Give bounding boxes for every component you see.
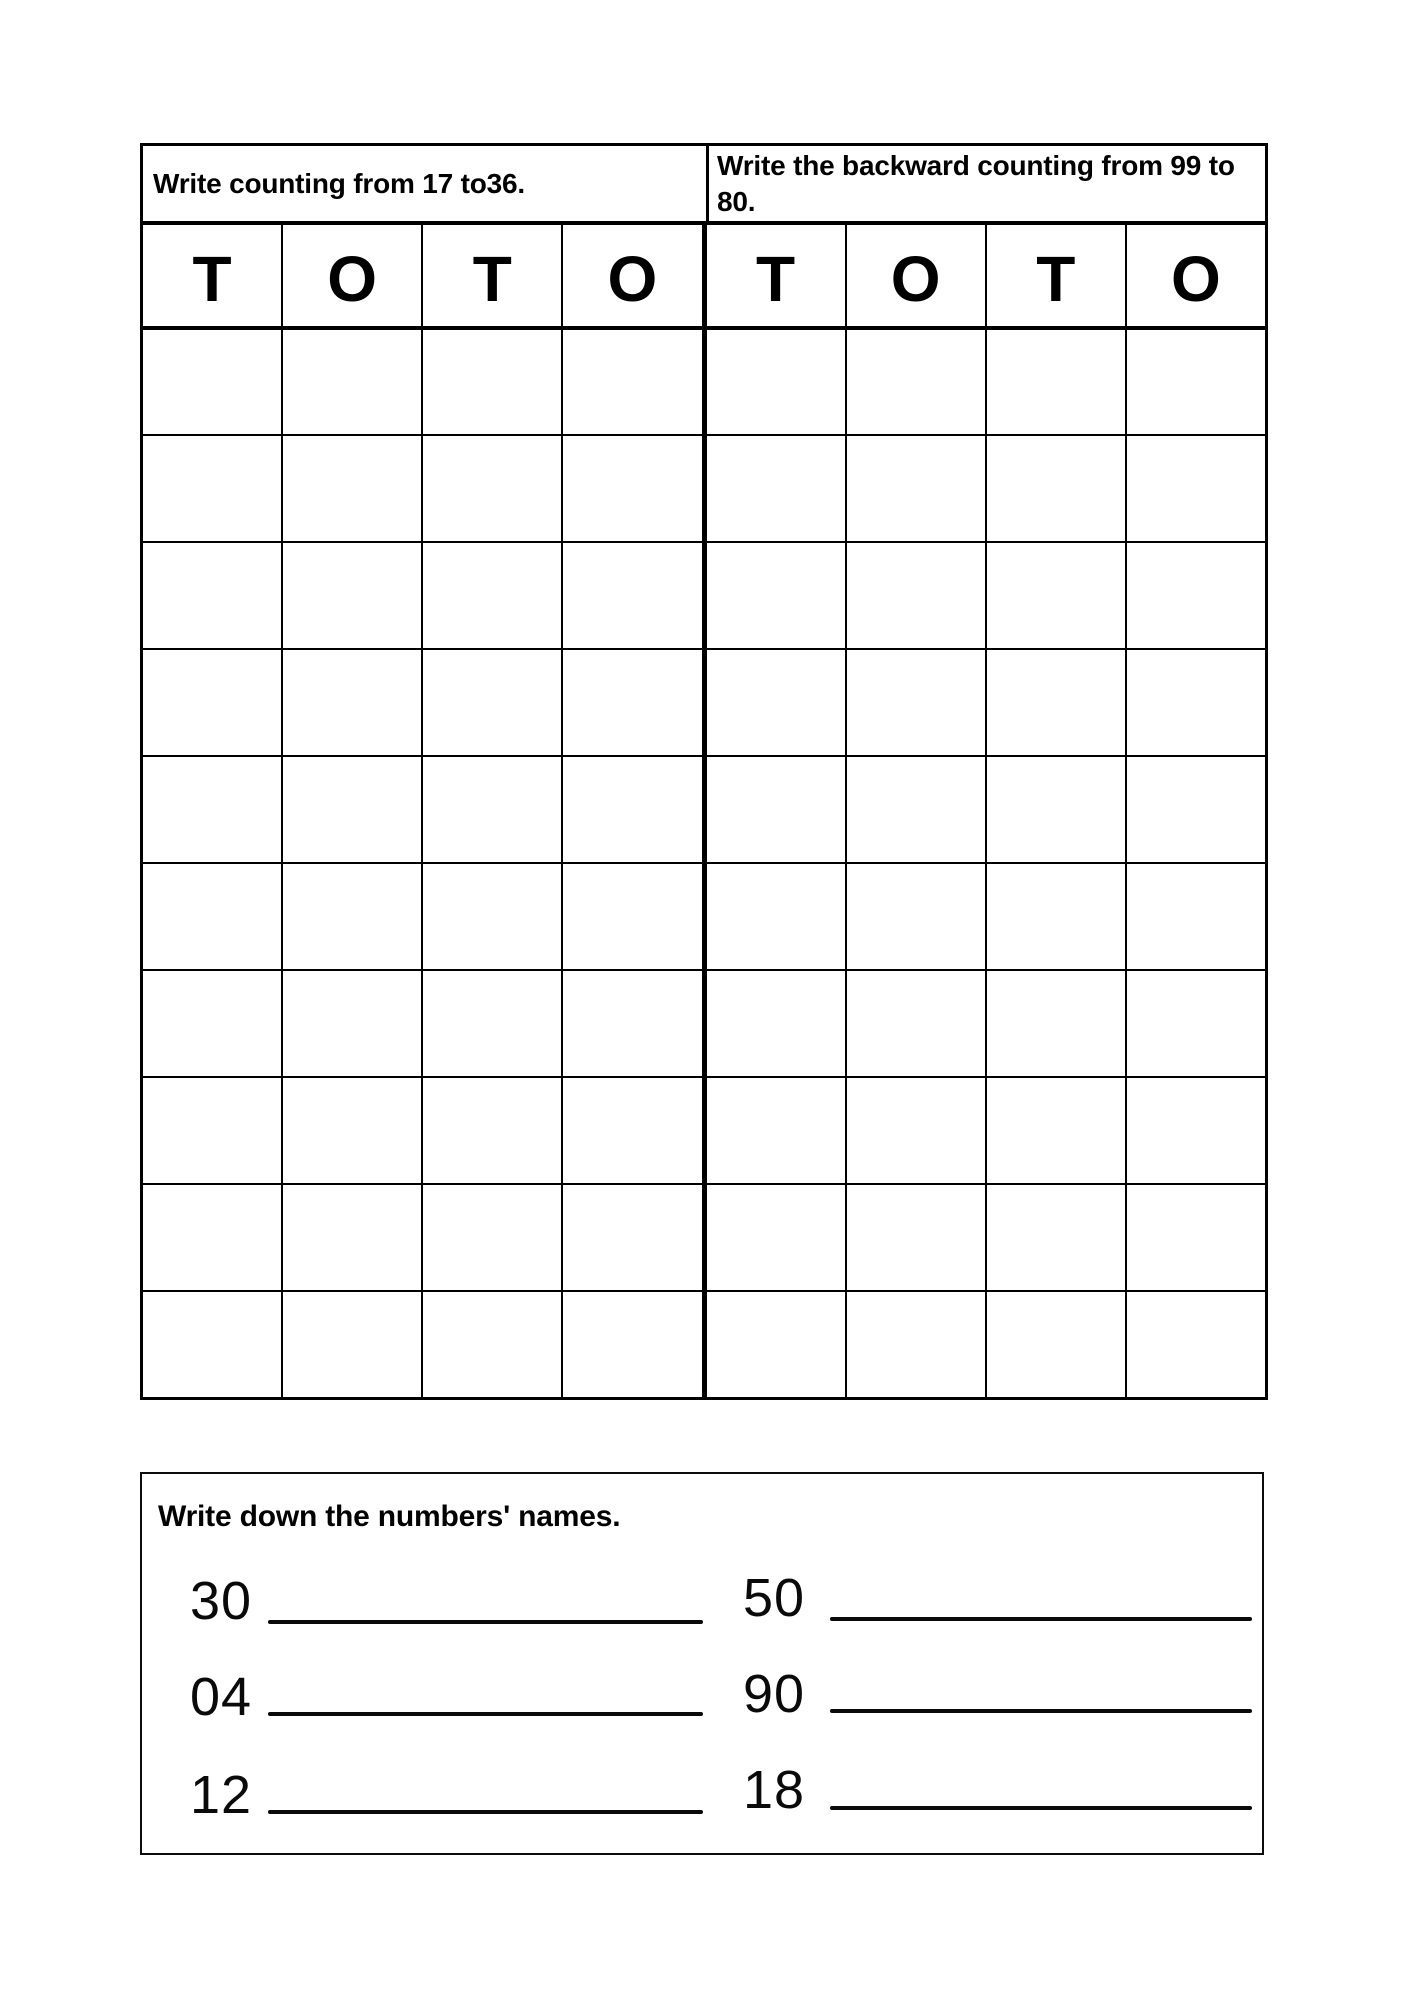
- answer-grid-row: [143, 541, 1265, 648]
- answer-cell: [1125, 864, 1265, 969]
- answer-cell: [143, 971, 281, 1076]
- answer-cell: [143, 1078, 281, 1183]
- answer-cell: [702, 436, 845, 541]
- answer-grid-row: [143, 1290, 1265, 1397]
- answer-line: [268, 1712, 703, 1716]
- answer-cell: [702, 864, 845, 969]
- answer-cell: [421, 436, 561, 541]
- answer-line: [830, 1617, 1252, 1621]
- answer-cell: [985, 971, 1125, 1076]
- answer-cell: [985, 650, 1125, 755]
- answer-cell: [985, 1292, 1125, 1397]
- prompt-backward-counting-text: Write the backward counting from 99 to 80.: [717, 150, 1235, 217]
- answer-cell: [702, 1185, 845, 1290]
- answer-cell: [702, 543, 845, 648]
- answer-cell: [561, 543, 701, 648]
- answer-grid: [143, 330, 1265, 1397]
- answer-cell: [421, 864, 561, 969]
- answer-cell: [281, 436, 421, 541]
- letter-t: T: [192, 242, 232, 315]
- answer-grid-row: [143, 755, 1265, 862]
- answer-cell: [1125, 543, 1265, 648]
- letter-o: O: [1171, 242, 1221, 315]
- answer-cell: [1125, 330, 1265, 434]
- answer-cell: [421, 757, 561, 862]
- answer-cell: [845, 543, 985, 648]
- answer-cell: [561, 436, 701, 541]
- answer-cell: [421, 1292, 561, 1397]
- answer-cell: [702, 330, 845, 434]
- answer-cell: [143, 436, 281, 541]
- letters-row: [143, 225, 1265, 330]
- letter-cell-ones: [281, 225, 421, 326]
- answer-cell: [845, 650, 985, 755]
- answer-cell: [1125, 1292, 1265, 1397]
- answer-cell: [845, 757, 985, 862]
- number-label: 18: [743, 1760, 806, 1820]
- answer-cell: [702, 757, 845, 862]
- number-label: 04: [190, 1667, 253, 1727]
- letter-cell-ones: [845, 225, 985, 326]
- answer-cell: [281, 1185, 421, 1290]
- answer-cell: [143, 1292, 281, 1397]
- answer-cell: [845, 436, 985, 541]
- answer-cell: [845, 1185, 985, 1290]
- answer-cell: [845, 1292, 985, 1397]
- answer-cell: [1125, 1078, 1265, 1183]
- answer-cell: [561, 330, 701, 434]
- answer-cell: [702, 650, 845, 755]
- answer-cell: [143, 650, 281, 755]
- answer-cell: [845, 864, 985, 969]
- letter-cell-tens: [702, 225, 845, 326]
- counting-table: [140, 143, 1268, 1400]
- answer-grid-row: [143, 862, 1265, 969]
- answer-cell: [985, 1078, 1125, 1183]
- letter-t: T: [756, 242, 796, 315]
- answer-cell: [702, 1292, 845, 1397]
- answer-cell: [143, 543, 281, 648]
- answer-line: [830, 1709, 1252, 1713]
- prompt-forward-counting-text: Write counting from 17 to36.: [153, 167, 525, 199]
- answer-cell: [421, 543, 561, 648]
- answer-grid-row: [143, 330, 1265, 434]
- answer-cell: [143, 330, 281, 434]
- answer-grid-row: [143, 1183, 1265, 1290]
- answer-cell: [1125, 971, 1265, 1076]
- answer-cell: [985, 330, 1125, 434]
- answer-cell: [281, 1078, 421, 1183]
- answer-cell: [143, 757, 281, 862]
- answer-cell: [985, 1185, 1125, 1290]
- answer-cell: [561, 650, 701, 755]
- answer-cell: [281, 650, 421, 755]
- answer-grid-row: [143, 434, 1265, 541]
- answer-line: [830, 1806, 1252, 1810]
- letter-cell-ones: [561, 225, 701, 326]
- answer-cell: [421, 330, 561, 434]
- answer-cell: [281, 971, 421, 1076]
- letter-cell-tens: [421, 225, 561, 326]
- answer-cell: [561, 1185, 701, 1290]
- answer-cell: [143, 864, 281, 969]
- answer-grid-row: [143, 969, 1265, 1076]
- answer-cell: [281, 330, 421, 434]
- answer-cell: [561, 1078, 701, 1183]
- answer-cell: [985, 543, 1125, 648]
- answer-cell: [702, 971, 845, 1076]
- letter-o: O: [327, 242, 378, 315]
- answer-line: [268, 1810, 703, 1814]
- number-label: 50: [743, 1568, 806, 1628]
- answer-cell: [281, 757, 421, 862]
- answer-cell: [561, 1292, 701, 1397]
- answer-cell: [561, 864, 701, 969]
- prompt-row: [143, 146, 1265, 225]
- answer-cell: [985, 436, 1125, 541]
- answer-cell: [281, 864, 421, 969]
- answer-cell: [985, 864, 1125, 969]
- answer-cell: [1125, 1185, 1265, 1290]
- letter-cell-tens: [985, 225, 1125, 326]
- letter-cell-ones: [1125, 225, 1265, 326]
- numbers-names-box: [140, 1472, 1264, 1855]
- number-label: 30: [190, 1571, 253, 1631]
- numbers-names-title: Write down the numbers' names.: [158, 1500, 621, 1533]
- answer-line: [268, 1620, 703, 1624]
- letter-cell-tens: [143, 225, 281, 326]
- answer-cell: [1125, 757, 1265, 862]
- letter-o: O: [607, 242, 658, 315]
- letter-t: T: [1036, 242, 1076, 315]
- answer-cell: [845, 330, 985, 434]
- answer-cell: [845, 971, 985, 1076]
- answer-cell: [1125, 436, 1265, 541]
- prompt-forward-counting: [143, 146, 706, 221]
- number-label: 90: [743, 1664, 806, 1724]
- number-label: 12: [190, 1765, 253, 1825]
- answer-cell: [421, 1078, 561, 1183]
- answer-grid-row: [143, 648, 1265, 755]
- answer-cell: [281, 543, 421, 648]
- answer-cell: [845, 1078, 985, 1183]
- answer-cell: [421, 1185, 561, 1290]
- answer-cell: [421, 971, 561, 1076]
- answer-cell: [561, 971, 701, 1076]
- answer-cell: [561, 757, 701, 862]
- answer-cell: [281, 1292, 421, 1397]
- prompt-backward-counting: [706, 146, 1265, 221]
- answer-cell: [421, 650, 561, 755]
- answer-cell: [985, 757, 1125, 862]
- answer-grid-row: [143, 1076, 1265, 1183]
- letter-o: O: [890, 242, 941, 315]
- answer-cell: [1125, 650, 1265, 755]
- letter-t: T: [472, 242, 512, 315]
- answer-cell: [143, 1185, 281, 1290]
- answer-cell: [702, 1078, 845, 1183]
